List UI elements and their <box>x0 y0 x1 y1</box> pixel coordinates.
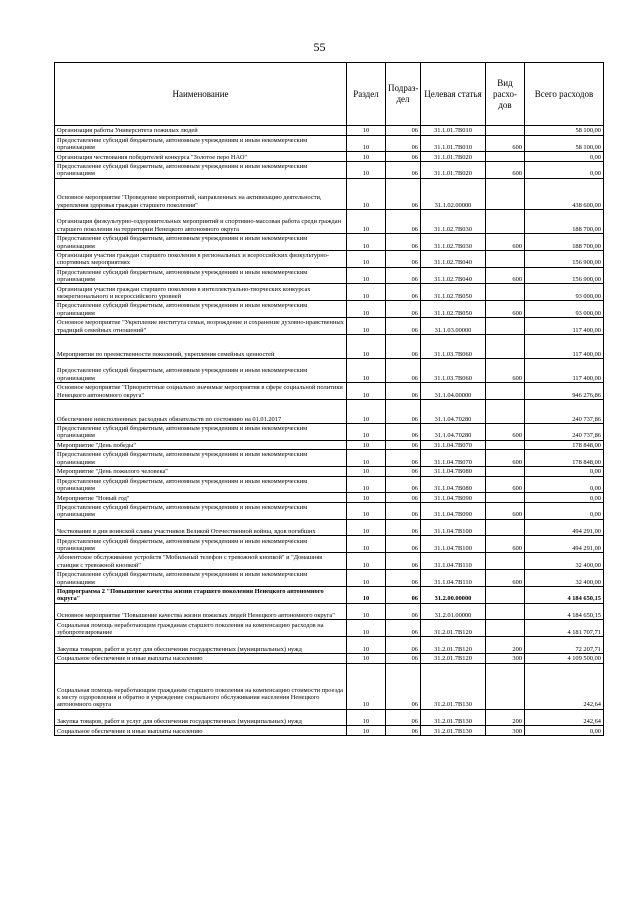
cell-section: 10 <box>347 726 386 736</box>
cell-name: Предоставление субсидий бюджетным, автономным учреждениям и иным некоммерческим организациям <box>55 450 347 467</box>
cell-total: 242,64 <box>525 709 604 726</box>
table-row <box>55 726 604 736</box>
cell-type <box>486 284 525 301</box>
cell-target: 31.1.01.7В020 <box>421 152 486 162</box>
cell-type <box>486 663 525 709</box>
cell-name: Основное мероприятие "Повышение качества жизни пожилых людей Ненецкого автономного округа" <box>55 603 347 620</box>
cell-type: 600 <box>486 161 525 178</box>
cell-subsection: 06 <box>386 493 421 503</box>
cell-type <box>486 493 525 503</box>
cell-subsection: 06 <box>386 467 421 477</box>
table-row <box>55 502 604 519</box>
cell-target: 31.1.01.7В010 <box>421 126 486 136</box>
cell-total: 32 400,00 <box>525 570 604 587</box>
cell-subsection: 06 <box>386 152 421 162</box>
cell-total: 93 000,00 <box>525 301 604 318</box>
cell-name: Закупка товаров, работ и услуг для обеспечения государственных (муниципальных) нужд <box>55 709 347 726</box>
cell-type <box>486 318 525 335</box>
cell-total: 156 900,00 <box>525 250 604 267</box>
cell-target: 31.1.04.7В110 <box>421 553 486 570</box>
cell-section: 10 <box>347 709 386 726</box>
cell-total: 4 184 650,15 <box>525 603 604 620</box>
cell-subsection: 06 <box>386 161 421 178</box>
cell-type <box>486 152 525 162</box>
cell-target: 31.1.04.00000 <box>421 383 486 400</box>
cell-total: 4 109 500,00 <box>525 654 604 664</box>
cell-subsection: 06 <box>386 637 421 654</box>
cell-section: 10 <box>347 250 386 267</box>
cell-total: 58 100,00 <box>525 135 604 152</box>
cell-name: Мероприятие "Новый год" <box>55 493 347 503</box>
cell-target: 31.1.04.7В080 <box>421 467 486 477</box>
cell-target: 31.1.04.70280 <box>421 423 486 440</box>
cell-section: 10 <box>347 234 386 251</box>
budget-table <box>54 62 604 736</box>
cell-section: 10 <box>347 467 386 477</box>
cell-section: 10 <box>347 358 386 382</box>
cell-subsection: 06 <box>386 586 421 603</box>
table-row <box>55 267 604 284</box>
cell-target: 31.2.01.7В120 <box>421 620 486 637</box>
cell-section: 10 <box>347 209 386 233</box>
table-row <box>55 399 604 423</box>
cell-total: 946 276,86 <box>525 383 604 400</box>
cell-type <box>486 178 525 209</box>
cell-subsection: 06 <box>386 654 421 664</box>
cell-type <box>486 383 525 400</box>
table-row <box>55 709 604 726</box>
cell-target: 31.2.01.7В130 <box>421 663 486 709</box>
cell-section: 10 <box>347 440 386 450</box>
table-row <box>55 301 604 318</box>
cell-total: 178 848,00 <box>525 450 604 467</box>
cell-target: 31.1.04.7В090 <box>421 493 486 503</box>
cell-section: 10 <box>347 502 386 519</box>
cell-total: 4 184 650,15 <box>525 586 604 603</box>
cell-total: 0,00 <box>525 161 604 178</box>
cell-type: 300 <box>486 654 525 664</box>
cell-subsection: 06 <box>386 383 421 400</box>
cell-type <box>486 126 525 136</box>
cell-target: 31.1.03.7В060 <box>421 334 486 358</box>
cell-section: 10 <box>347 267 386 284</box>
cell-section: 10 <box>347 450 386 467</box>
cell-section: 10 <box>347 126 386 136</box>
cell-total: 32 400,00 <box>525 553 604 570</box>
cell-name: Организация участия граждан старшего поколения в региональных и всероссийских физкультурно-спортивных мероприятиях <box>55 250 347 267</box>
cell-subsection: 06 <box>386 603 421 620</box>
cell-target: 31.2.00.00000 <box>421 586 486 603</box>
cell-subsection: 06 <box>386 234 421 251</box>
cell-name: Предоставление субсидий бюджетным, автономным учреждениям и иным некоммерческим организациям <box>55 234 347 251</box>
cell-type: 600 <box>486 450 525 467</box>
cell-target: 31.1.04.7В090 <box>421 502 486 519</box>
table-row <box>55 135 604 152</box>
table-row <box>55 519 604 536</box>
cell-total: 156 900,00 <box>525 267 604 284</box>
cell-target: 31.2.01.7В130 <box>421 709 486 726</box>
cell-target: 31.1.02.7В050 <box>421 284 486 301</box>
cell-total: 117 400,00 <box>525 334 604 358</box>
cell-type: 600 <box>486 358 525 382</box>
cell-type: 600 <box>486 423 525 440</box>
cell-target: 31.1.04.7В100 <box>421 536 486 553</box>
cell-type: 300 <box>486 726 525 736</box>
table-row <box>55 178 604 209</box>
cell-target: 31.1.04.7В070 <box>421 440 486 450</box>
cell-section: 10 <box>347 178 386 209</box>
cell-total: 0,00 <box>525 152 604 162</box>
cell-subsection: 06 <box>386 423 421 440</box>
cell-total: 438 600,00 <box>525 178 604 209</box>
cell-name: Социальное обеспечение и иные выплаты населению <box>55 726 347 736</box>
table-row <box>55 358 604 382</box>
cell-name: Предоставление субсидий бюджетным, автономным учреждениям и иным некоммерческим организациям <box>55 423 347 440</box>
table-row <box>55 493 604 503</box>
table-row <box>55 536 604 553</box>
table-row <box>55 161 604 178</box>
cell-section: 10 <box>347 318 386 335</box>
cell-target: 31.1.03.7В060 <box>421 358 486 382</box>
table-row <box>55 450 604 467</box>
cell-section: 10 <box>347 536 386 553</box>
cell-type <box>486 519 525 536</box>
cell-name: Мероприятие "День пожилого человека" <box>55 467 347 477</box>
cell-type: 600 <box>486 476 525 493</box>
cell-subsection: 06 <box>386 476 421 493</box>
table-row <box>55 586 604 603</box>
cell-target: 31.1.04.7В100 <box>421 519 486 536</box>
cell-section: 10 <box>347 586 386 603</box>
cell-subsection: 06 <box>386 358 421 382</box>
cell-subsection: 06 <box>386 663 421 709</box>
cell-type: 600 <box>486 570 525 587</box>
cell-subsection: 06 <box>386 126 421 136</box>
cell-type: 200 <box>486 637 525 654</box>
cell-subsection: 06 <box>386 250 421 267</box>
table-row <box>55 553 604 570</box>
cell-name: Основное мероприятие "Проведение мероприятий, направленных на активизацию деятельности, укрепления здоровья граждан старшего поколения" <box>55 178 347 209</box>
table-row <box>55 620 604 637</box>
cell-total: 4 181 707,71 <box>525 620 604 637</box>
cell-target: 31.1.02.7В030 <box>421 234 486 251</box>
cell-target: 31.2.01.7В130 <box>421 726 486 736</box>
table-row <box>55 250 604 267</box>
cell-target: 31.2.01.7В120 <box>421 654 486 664</box>
cell-subsection: 06 <box>386 178 421 209</box>
cell-total: 240 737,86 <box>525 399 604 423</box>
cell-section: 10 <box>347 553 386 570</box>
cell-name: Предоставление субсидий бюджетным, автономным учреждениям и иным некоммерческим организациям <box>55 301 347 318</box>
cell-target: 31.1.02.7В040 <box>421 250 486 267</box>
cell-subsection: 06 <box>386 709 421 726</box>
cell-name: Абонентское обслуживание устройств "Мобильный телефон с тревожной кнопкой" и "Домашняя станция с тревожной кнопкой" <box>55 553 347 570</box>
table-row <box>55 570 604 587</box>
cell-type: 600 <box>486 502 525 519</box>
cell-target: 31.1.02.7В050 <box>421 301 486 318</box>
cell-total: 188 700,00 <box>525 234 604 251</box>
cell-type <box>486 399 525 423</box>
cell-total: 0,00 <box>525 467 604 477</box>
table-row <box>55 126 604 136</box>
cell-target: 31.1.04.7В070 <box>421 450 486 467</box>
cell-target: 31.1.02.7В040 <box>421 267 486 284</box>
cell-name: Социальное обеспечение и иные выплаты населению <box>55 654 347 664</box>
cell-subsection: 06 <box>386 209 421 233</box>
cell-name: Подпрограмма 2 "Повышение качества жизни старшего поколения Ненецкого автономного округа" <box>55 586 347 603</box>
cell-section: 10 <box>347 654 386 664</box>
cell-type: 600 <box>486 135 525 152</box>
table-row <box>55 209 604 233</box>
cell-name: Предоставление субсидий бюджетным, автономным учреждениям и иным некоммерческим организациям <box>55 476 347 493</box>
cell-subsection: 06 <box>386 135 421 152</box>
cell-section: 10 <box>347 301 386 318</box>
cell-total: 242,64 <box>525 663 604 709</box>
cell-name: Предоставление субсидий бюджетным, автономным учреждениям и иным некоммерческим организациям <box>55 536 347 553</box>
table-row <box>55 284 604 301</box>
cell-section: 10 <box>347 334 386 358</box>
cell-name: Социальная помощь неработающим гражданам старшего поколения на компенсацию стоимости проезда к месту оздоровления и обратно в учреждение социального обслуживания населения Ненецкого автономного округа <box>55 663 347 709</box>
table-row <box>55 476 604 493</box>
table-row <box>55 663 604 709</box>
cell-total: 117 400,00 <box>525 358 604 382</box>
cell-type: 600 <box>486 234 525 251</box>
cell-section: 10 <box>347 383 386 400</box>
cell-section: 10 <box>347 620 386 637</box>
cell-subsection: 06 <box>386 536 421 553</box>
cell-subsection: 06 <box>386 399 421 423</box>
cell-type <box>486 250 525 267</box>
cell-subsection: 06 <box>386 620 421 637</box>
cell-type: 600 <box>486 301 525 318</box>
cell-total: 93 000,00 <box>525 284 604 301</box>
cell-target: 31.1.01.7В010 <box>421 135 486 152</box>
cell-section: 10 <box>347 476 386 493</box>
cell-target: 31.1.02.00000 <box>421 178 486 209</box>
cell-name: Предоставление субсидий бюджетным, автономным учреждениям и иным некоммерческим организациям <box>55 358 347 382</box>
cell-total: 117 400,00 <box>525 318 604 335</box>
header-subsection: Подраз-дел <box>386 63 421 126</box>
table-body <box>55 126 604 736</box>
cell-subsection: 06 <box>386 519 421 536</box>
page-number: 55 <box>313 40 326 54</box>
cell-name: Чествование в дни воинской славы участников Великой Отечественной войны, вдов погибших <box>55 519 347 536</box>
cell-target: 31.1.04.7В080 <box>421 476 486 493</box>
cell-type <box>486 334 525 358</box>
cell-total: 0,00 <box>525 502 604 519</box>
cell-section: 10 <box>347 663 386 709</box>
cell-name: Организация физкультурно-оздоровительных мероприятий и спортивно-массовая работа среди граждан старшего поколения на территории Ненецкого автономного округа <box>55 209 347 233</box>
cell-subsection: 06 <box>386 318 421 335</box>
cell-total: 58 100,00 <box>525 126 604 136</box>
cell-name: Предоставление субсидий бюджетным, автономным учреждениям и иным некоммерческим организациям <box>55 161 347 178</box>
cell-total: 0,00 <box>525 493 604 503</box>
cell-subsection: 06 <box>386 726 421 736</box>
cell-name: Закупка товаров, работ и услуг для обеспечения государственных (муниципальных) нужд <box>55 637 347 654</box>
table-row <box>55 654 604 664</box>
cell-target: 31.1.04.70280 <box>421 399 486 423</box>
cell-type <box>486 209 525 233</box>
cell-subsection: 06 <box>386 301 421 318</box>
cell-target: 31.1.01.7В020 <box>421 161 486 178</box>
cell-target: 31.2.01.00000 <box>421 603 486 620</box>
cell-subsection: 06 <box>386 450 421 467</box>
cell-name: Обеспечение неисполненных расходных обязательств по состоянию на 01.01.2017 <box>55 399 347 423</box>
cell-total: 188 700,00 <box>525 209 604 233</box>
cell-type <box>486 620 525 637</box>
table-row <box>55 152 604 162</box>
cell-type <box>486 586 525 603</box>
cell-target: 31.1.02.7В030 <box>421 209 486 233</box>
cell-type: 200 <box>486 709 525 726</box>
cell-name: Организация работы Университета пожилых людей <box>55 126 347 136</box>
cell-section: 10 <box>347 399 386 423</box>
cell-section: 10 <box>347 570 386 587</box>
header-total: Всего расходов <box>525 63 604 126</box>
table-row <box>55 234 604 251</box>
table-row <box>55 603 604 620</box>
cell-target: 31.1.03.00000 <box>421 318 486 335</box>
cell-subsection: 06 <box>386 284 421 301</box>
cell-section: 10 <box>347 135 386 152</box>
cell-total: 0,00 <box>525 476 604 493</box>
table-row <box>55 440 604 450</box>
cell-section: 10 <box>347 603 386 620</box>
cell-name: Социальная помощь неработающим гражданам старшего поколения на компенсацию расходов на зубопротезирование <box>55 620 347 637</box>
cell-total: 72 207,71 <box>525 637 604 654</box>
cell-section: 10 <box>347 284 386 301</box>
cell-name: Мероприятия по преемственности поколений, укрепления семейных ценностей <box>55 334 347 358</box>
cell-name: Предоставление субсидий бюджетным, автономным учреждениям и иным некоммерческим организациям <box>55 267 347 284</box>
cell-type <box>486 603 525 620</box>
cell-target: 31.1.04.7В110 <box>421 570 486 587</box>
table-row <box>55 423 604 440</box>
cell-type <box>486 440 525 450</box>
table-row <box>55 383 604 400</box>
cell-name: Предоставление субсидий бюджетным, автономным учреждениям и иным некоммерческим организациям <box>55 570 347 587</box>
cell-total: 178 848,00 <box>525 440 604 450</box>
cell-section: 10 <box>347 423 386 440</box>
cell-subsection: 06 <box>386 570 421 587</box>
cell-total: 494 291,00 <box>525 536 604 553</box>
cell-subsection: 06 <box>386 553 421 570</box>
cell-section: 10 <box>347 519 386 536</box>
cell-total: 240 737,86 <box>525 423 604 440</box>
cell-type <box>486 467 525 477</box>
cell-target: 31.2.01.7В120 <box>421 637 486 654</box>
header-target: Целевая статья <box>421 63 486 126</box>
cell-name: Предоставление субсидий бюджетным, автономным учреждениям и иным некоммерческим организациям <box>55 502 347 519</box>
header-type: Вид расхо-дов <box>486 63 525 126</box>
cell-type: 600 <box>486 267 525 284</box>
cell-name: Предоставление субсидий бюджетным, автономным учреждениям и иным некоммерческим организациям <box>55 135 347 152</box>
table-row <box>55 637 604 654</box>
cell-name: Мероприятие "День победы" <box>55 440 347 450</box>
header-name: Наименование <box>55 63 347 126</box>
cell-total: 494 291,00 <box>525 519 604 536</box>
cell-subsection: 06 <box>386 502 421 519</box>
cell-name: Организация чествования победителей конкурса "Золотое перо НАО" <box>55 152 347 162</box>
cell-type <box>486 553 525 570</box>
cell-total: 0,00 <box>525 726 604 736</box>
table-row <box>55 467 604 477</box>
table-row <box>55 334 604 358</box>
cell-subsection: 06 <box>386 440 421 450</box>
cell-name: Основное мероприятие "Приоритетные социально значимые мероприятия в сфере социальной политики Ненецкого автономного округа" <box>55 383 347 400</box>
cell-section: 10 <box>347 161 386 178</box>
header-section: Раздел <box>347 63 386 126</box>
table-header-row <box>55 63 604 126</box>
cell-section: 10 <box>347 493 386 503</box>
cell-section: 10 <box>347 637 386 654</box>
table-row <box>55 318 604 335</box>
cell-type: 600 <box>486 536 525 553</box>
cell-name: Организация участия граждан старшего поколения в интеллектуально-творческих конкурсах межрегионального и всероссийского уровней <box>55 284 347 301</box>
cell-subsection: 06 <box>386 334 421 358</box>
cell-name: Основное мероприятие "Укрепление института семьи, возрождение и сохранение духовно-нравственных традиций семейных отношений" <box>55 318 347 335</box>
cell-section: 10 <box>347 152 386 162</box>
cell-subsection: 06 <box>386 267 421 284</box>
